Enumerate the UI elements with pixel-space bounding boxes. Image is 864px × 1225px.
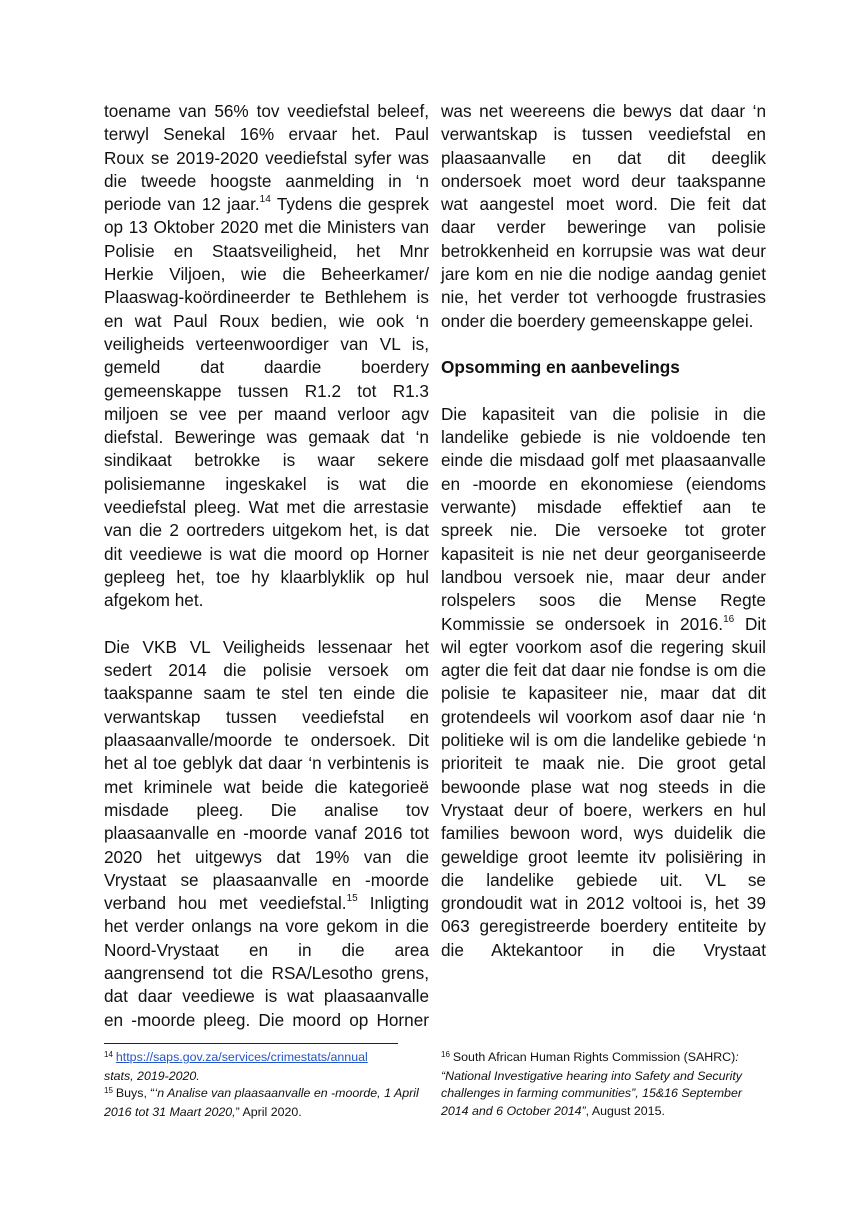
text-line: en wat Paul Roux bedien, wie ook ‘n: [104, 310, 429, 331]
text-line: bewoonde plase wat nog steeds in die: [441, 776, 766, 797]
text-line: Vrystaat se plaasaanvalle en -moorde: [104, 869, 429, 890]
text-line: landelike gebiede is nie voldoende ten: [441, 427, 766, 448]
text-line: Polisie en Staatsveiligheid, het Mnr: [104, 240, 429, 261]
text-line: veediefstal pleeg. Wat met die arrestasie: [104, 497, 429, 518]
text-line: rolspelers soos die Mense Regte: [441, 590, 766, 611]
text-line: en -moorde pleeg. Die moord op Horner: [104, 1009, 429, 1030]
text-line: van die 2 oortreders uitgekom het, is dat: [104, 520, 429, 541]
text-line: dit veediewe is wat die moord op Horner: [104, 543, 429, 564]
text-line: ondersoek moet word deur taakspanne: [441, 170, 766, 191]
text-line: kapasiteit is nie net deur georganiseerde: [441, 543, 766, 564]
footnote-16-colon: :: [735, 1050, 739, 1064]
text-line: wat aangestel moet word. Die feit dat: [441, 194, 766, 215]
text-line: veiligheids verteenwoordiger van VL is,: [104, 333, 429, 354]
text-line: betrokkenheid en korrupsie was wat deur: [441, 240, 766, 261]
text-line: verwante) misdade effektief aan te: [441, 497, 766, 518]
text-line: Herkie Viljoen, wie die Beheerkamer/: [104, 264, 429, 285]
text-span: Tydens die gesprek: [270, 194, 429, 215]
text-line: wil egter voorkom asof die regering skuil: [441, 636, 766, 657]
text-line: grotendeels wil voorkom asof daar nie ‘n: [441, 706, 766, 727]
footnote-15-date: ” April 2020.: [235, 1104, 302, 1119]
footnote-reference[interactable]: 15: [346, 893, 358, 905]
text-span: Kommissie se ondersoek in 2016.: [441, 613, 724, 634]
text-line: dat daar veediewe is wat plaasaanvalle: [104, 986, 429, 1007]
text-line: Die VKB VL Veiligheids lessenaar het: [104, 636, 429, 657]
text-line: was net weereens die bewys dat daar ‘n: [441, 101, 766, 121]
text-line: landbou versoek nie, maar deur ander: [441, 566, 766, 587]
text-line: plaasaanvalle/moorde te ondersoek. Dit: [104, 730, 429, 751]
text-line: Roux se 2019-2020 veediefstal syfer was: [104, 147, 429, 168]
text-line: verwantskap tussen veediefstal en: [104, 706, 429, 727]
text-line: spreek nie. Die versoeke tot groter: [441, 520, 766, 541]
text-line: onder die boerdery gemeenskappe gelei.: [441, 310, 754, 331]
text-line: Plaaswag-koördineerder te Bethlehem is: [104, 287, 429, 308]
footnote-14-text: stats, 2019-2020.: [104, 1068, 200, 1083]
text-span: periode van 12 jaar.: [104, 194, 260, 215]
text-line: misdade pleeg. Die analise tov: [104, 799, 429, 820]
text-line: taakspanne saam te stel ten einde die: [104, 683, 429, 704]
text-line: grondoudit wat in 2012 voltooi is, het 39: [441, 893, 766, 914]
footnote-15-author: Buys, “: [115, 1086, 155, 1100]
footnotes-right: [441, 1049, 771, 1120]
text-line: verwantskap is tussen veediefstal en: [441, 124, 766, 145]
text-span: verband hou met veediefstal.: [104, 893, 347, 914]
footnote-reference[interactable]: 14: [259, 194, 271, 206]
text-line: die tweede hoogste aanmelding in ‘n: [104, 170, 429, 191]
text-line: sindikaat betrokke is waar sekere: [104, 450, 429, 471]
text-line: 2020 het uitgewys dat 19% van die: [104, 846, 429, 867]
text-line: nie, het verder tot verhoogde frustrasies: [441, 287, 766, 308]
text-line: prioriteit te maak nie. Die groot getal: [441, 753, 766, 774]
footnote-16: [441, 1049, 771, 1120]
text-line: Vrystaat deur of boere, werkers en hul: [441, 799, 766, 820]
text-span: Dit: [734, 613, 766, 634]
text-line: jare kom en nie die nodige aandag geniet: [441, 264, 766, 285]
text-line: afgekom het.: [104, 590, 204, 611]
text-line: 063 geregistreerde boerdery entiteite by: [441, 916, 766, 937]
footnotes-left: [104, 1049, 424, 1121]
footnote-16-org: South African Human Rights Commission (SAHRC): [452, 1050, 736, 1064]
text-line: einde die misdaad golf met plaasaanvalle: [441, 450, 766, 471]
paragraph-gap: [104, 613, 429, 636]
text-line: geweldige groot leemte itv polisiëring in: [441, 846, 766, 867]
paragraph-gap: [441, 333, 766, 356]
footnote-separator: [104, 1043, 398, 1044]
text-line: [104, 193, 429, 216]
text-line: [441, 613, 766, 636]
footnote-16-date: , August 2015.: [585, 1103, 665, 1118]
footnote-number: 15: [104, 1086, 113, 1095]
left-column: [104, 100, 429, 1032]
text-line: gemeenskappe tussen R1.2 tot R1.3: [104, 380, 429, 401]
text-line: politieke wil is om die landelike gebiede ‘n: [441, 730, 766, 751]
text-line: gepleeg het, toe hy klaarblyklik op hul: [104, 566, 429, 587]
text-line: en -moorde en ekonomiese (eiendoms: [441, 473, 766, 494]
text-line: plaasaanvalle en dat dit deeglik: [441, 147, 766, 168]
text-line: het al toe geblyk dat daar ‘n verbintenis is: [104, 753, 429, 774]
text-line: gemeld dat daardie boerdery: [104, 357, 429, 378]
footnote-15: [104, 1085, 424, 1121]
section-heading: Opsomming en aanbevelings: [441, 357, 680, 378]
text-line: Noord-Vrystaat en in die area: [104, 939, 429, 960]
footnote-reference[interactable]: 16: [723, 613, 735, 625]
text-line: [104, 892, 429, 915]
footnote-14: [104, 1049, 424, 1085]
text-line: Die kapasiteit van die polisie in die: [441, 403, 766, 424]
text-line: het verder onlangs na vore gekom in die: [104, 916, 429, 937]
text-line: terwyl Senekal 16% ervaar het. Paul: [104, 124, 429, 145]
paragraph-gap: [441, 380, 766, 403]
text-line: polisie te kapasiteer nie, maar dat dit: [441, 683, 766, 704]
footnote-14-link[interactable]: https://saps.gov.za/services/crimestats/annual: [115, 1050, 368, 1064]
right-column: [441, 100, 766, 962]
footnote-number: 14: [104, 1050, 113, 1059]
footnote-number: 16: [441, 1050, 450, 1059]
text-line: die Aktekantoor in die Vrystaat: [441, 939, 766, 960]
footnote-16-title: “National Investigative hearing into Safety and Security challenges in farming communities”, 15&16 September 2014 and 6 October 2014”: [441, 1068, 742, 1118]
text-line: aangrensend tot die RSA/Lesotho grens,: [104, 962, 429, 983]
text-line: op 13 Oktober 2020 met die Ministers van: [104, 217, 429, 238]
text-line: daar verder beweringe van polisie: [441, 217, 766, 238]
text-line: families bewoon word, wys duidelik die: [441, 823, 766, 844]
text-line: miljoen se vee per maand verloor agv: [104, 403, 429, 424]
text-span: Inligting: [357, 893, 429, 914]
text-line: agter die feit dat daar nie fondse is om die: [441, 660, 766, 681]
text-line: die landelike gebiede uit. VL se: [441, 869, 766, 890]
footnote-15-title: ‘n Analise van plaasaanvalle en -moorde, 1 April 2016 tot 31 Maart 2020,: [104, 1086, 419, 1119]
text-line: toename van 56% tov veediefstal beleef,: [104, 101, 429, 121]
text-line: sedert 2014 die polisie versoek om: [104, 660, 429, 681]
text-line: diefstal. Beweringe was gemaak dat ‘n: [104, 427, 429, 448]
text-line: plaasaanvalle en -moorde vanaf 2016 tot: [104, 823, 429, 844]
text-line: polisiemanne ingeskakel is wat die: [104, 473, 429, 494]
text-line: met kriminele wat beide die kategorieë: [104, 776, 429, 797]
